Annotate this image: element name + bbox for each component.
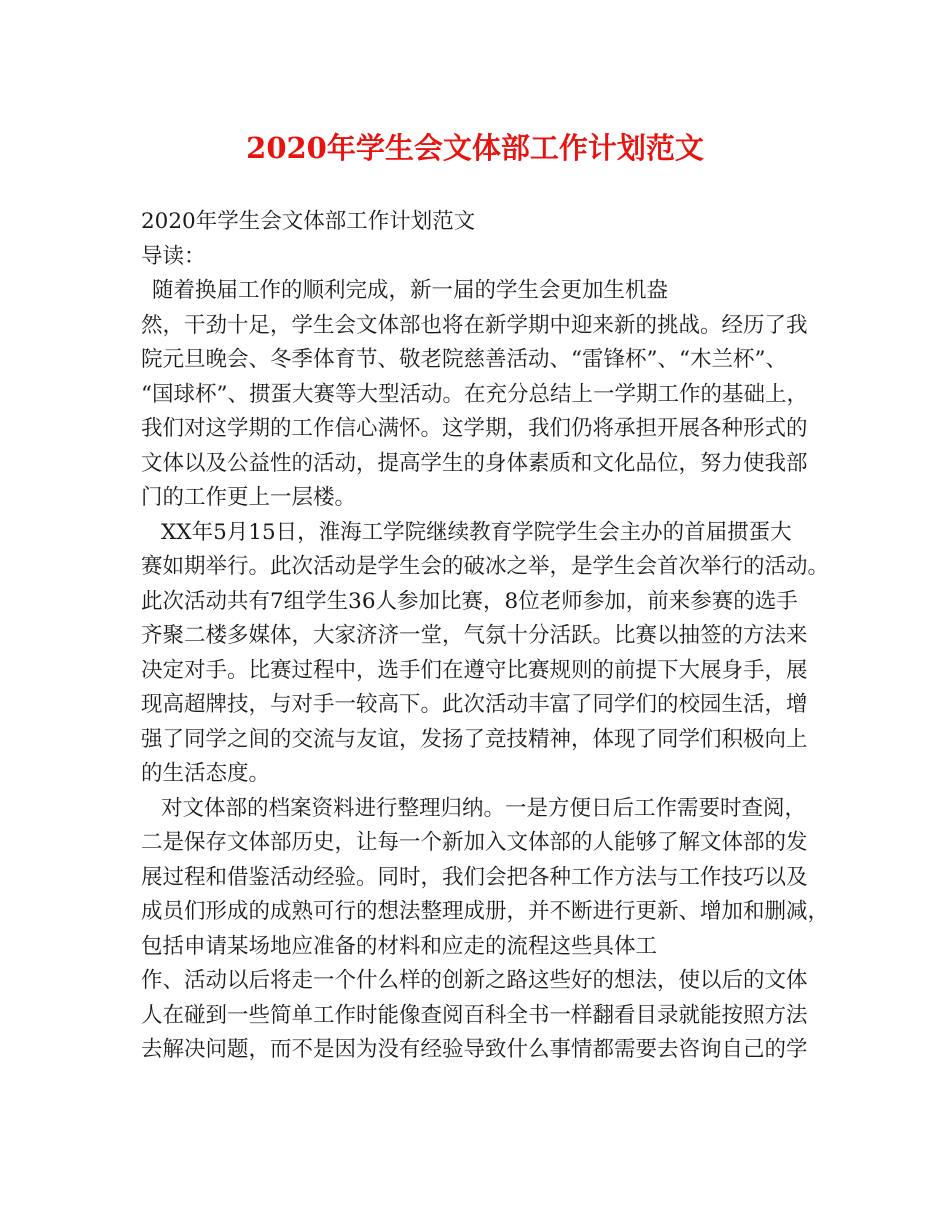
paragraph-line: 去解决问题，而不是因为没有经验导致什么事情都需要去咨询自己的学: [141, 1037, 808, 1062]
paragraph-line: 文体以及公益性的活动，提高学生的身体素质和文化品位，努力使我部: [141, 450, 808, 476]
paragraph-line: 2020年学生会文体部工作计划范文: [141, 209, 476, 234]
paragraph-line: 人在碰到一些简单工作时能像查阅百科全书一样翻看目录就能按照方法: [141, 1002, 808, 1028]
paragraph-line: 院元旦晚会、冬季体育节、敬老院慈善活动、“雷锋杯”、“木兰杯”、: [141, 347, 787, 372]
paragraph-line: 展过程和借鉴活动经验。同时，我们会把各种工作方法与工作技巧以及: [141, 864, 808, 890]
paragraph-line: 强了同学之间的交流与友谊，发扬了竞技精神，体现了同学们积极向上: [141, 726, 808, 752]
paragraph-line: 二是保存文体部历史，让每一个新加入文体部的人能够了解文体部的发: [141, 830, 808, 855]
paragraph-line: 随着换届工作的顺利完成，新一届的学生会更加生机盎: [152, 278, 669, 303]
paragraph-line: 决定对手。比赛过程中，选手们在遵守比赛规则的前提下大展身手，展: [141, 657, 808, 683]
paragraph-line: 现高超牌技，与对手一较高下。此次活动丰富了同学们的校园生活，增: [141, 692, 808, 717]
paragraph-line: “国球杯”、掼蛋大赛等大型活动。在充分总结上一学期工作的基础上，: [141, 381, 808, 407]
document-body: [141, 205, 831, 1068]
paragraph-line: 成员们形成的成熟可行的想法整理成册，并不断进行更新、增加和删减，: [141, 899, 830, 924]
paragraph-line: XX年5月15日，淮海工学院继续教育学院学生会主办的首届掼蛋大: [161, 519, 792, 545]
paragraph-line: 对文体部的档案资料进行整理归纳。一是方便日后工作需要时查阅，: [161, 795, 807, 821]
document-title: 2020年学生会文体部工作计划范文: [246, 131, 704, 165]
paragraph-line: 然，干劲十足，学生会文体部也将在新学期中迎来新的挑战。经历了我: [141, 312, 808, 338]
paragraph-line: 作、活动以后将走一个什么样的创新之路这些好的想法，使以后的文体: [141, 968, 808, 993]
paragraph-line: 包括申请某场地应准备的材料和应走的流程这些具体工: [141, 933, 658, 959]
paragraph-line: 赛如期举行。此次活动是学生会的破冰之举，是学生会首次举行的活动。: [141, 554, 830, 579]
paragraph-line: 导读：: [141, 243, 206, 269]
paragraph-line: 我们对这学期的工作信心满怀。这学期，我们仍将承担开展各种形式的: [141, 416, 808, 441]
paragraph-line: 门的工作更上一层楼。: [141, 485, 357, 510]
paragraph-line: 的生活态度。: [141, 761, 271, 786]
paragraph-line: 此次活动共有7组学生36人参加比赛，8位老师参加，前来参赛的选手: [141, 588, 798, 614]
paragraph-line: 齐聚二楼多媒体，大家济济一堂，气氛十分活跃。比赛以抽签的方法来: [141, 623, 808, 648]
